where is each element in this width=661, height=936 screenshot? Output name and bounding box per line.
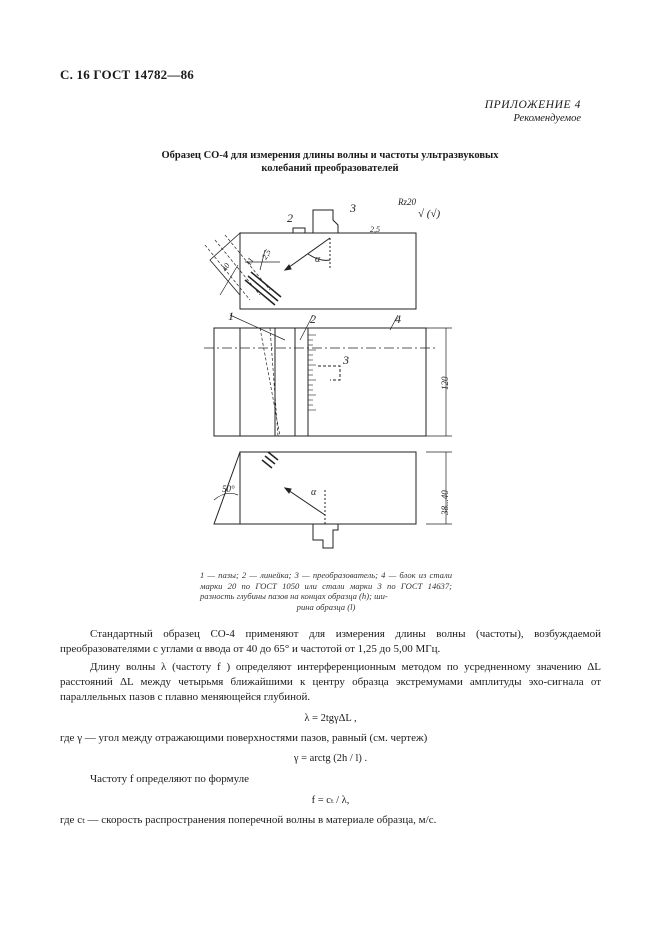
formula-frequency: f = cₜ / λ, xyxy=(311,795,350,806)
callout-2-top: 2 xyxy=(287,211,293,225)
caption-main: 1 — пазы; 2 — линейка; 3 — преобразователь; 4 — блок из стали марки 20 по ГОСТ 1050 или стали марки 3 по ГОСТ 14637; разность глубины пазов на концах образца (h); ши- xyxy=(200,570,452,602)
figure-title-line-1: Образец СО-4 для измерения длины волны и частоты ультразвуковых xyxy=(161,150,499,161)
callout-3-mid: 3 xyxy=(343,353,349,367)
alpha-top-label: α xyxy=(315,254,321,265)
figure-title xyxy=(120,149,540,175)
angle-50-label: 50° xyxy=(222,484,235,494)
dim-11-label: 11 xyxy=(243,256,256,267)
callout-4: 4 xyxy=(395,312,401,326)
dim-40-label: 40 xyxy=(219,261,232,273)
appendix-status: Рекомендуемое xyxy=(513,113,581,124)
drawing-side-view xyxy=(214,452,452,548)
paragraph-1: Стандартный образец СО-4 применяют для измерения длины волны (частоты), возбуждаемой преобразователями с углами α ввода от 40 до 65° и частотой от 1,25 до 5,00 МГц. xyxy=(60,628,601,655)
paragraph-3: Частоту f определяют по формуле xyxy=(90,773,249,785)
drawing-plan-view xyxy=(204,309,452,436)
formula-wavelength: λ = 2tgγΔL , xyxy=(304,713,357,724)
c-definition: где cₜ — скорость распространения поперечной волны в материале образца, м/с. xyxy=(60,814,437,826)
top-ruler-tab xyxy=(293,228,305,233)
roughness-mark: Rz20 xyxy=(398,197,416,207)
callout-1: 1 xyxy=(228,309,234,323)
dim-38-40-label: 38...40 xyxy=(440,490,450,515)
check-mark: √ (√) xyxy=(418,208,441,220)
plan-block-outline xyxy=(214,328,426,436)
appendix-label xyxy=(485,99,581,125)
caption-last-line: рина образца (l) xyxy=(296,601,356,612)
formula-gamma: γ = arctg (2h / l) . xyxy=(293,753,368,764)
top-transducer xyxy=(313,210,338,233)
ruler-ticks xyxy=(308,335,316,410)
side-transducer xyxy=(313,524,338,548)
alpha-bottom-label: α xyxy=(311,487,317,498)
appendix-number: ПРИЛОЖЕНИЕ 4 xyxy=(484,99,581,111)
callout-3-top: 3 xyxy=(350,201,356,215)
drawing-top-view xyxy=(205,197,440,309)
figure-caption xyxy=(200,570,452,612)
surface-roughness: 2,5 xyxy=(370,225,380,234)
callout-2-mid: 2 xyxy=(310,312,316,326)
dim-2-5-label: 2,5 xyxy=(259,247,273,261)
dim-120-label: 120 xyxy=(440,376,450,390)
page-header: С. 16 ГОСТ 14782—86 xyxy=(60,67,194,82)
top-beam-line xyxy=(285,238,330,270)
technical-drawing xyxy=(190,190,490,555)
paragraph-2: Длину волны λ (частоту f ) определяют интерференционным методом по усредненному значению ΔL расстояний ΔL между четырьмя ближайшими к центру образца экстремумами амплитуды эхо-сигнала от параллельных пазов с плавно меняющейся глубиной. xyxy=(60,661,601,703)
body-text xyxy=(60,627,601,828)
gamma-definition: где γ — угол между отражающими поверхностями пазов, равный (см. чертеж) xyxy=(60,732,428,744)
figure-title-line-2: колебаний преобразователей xyxy=(261,163,399,174)
